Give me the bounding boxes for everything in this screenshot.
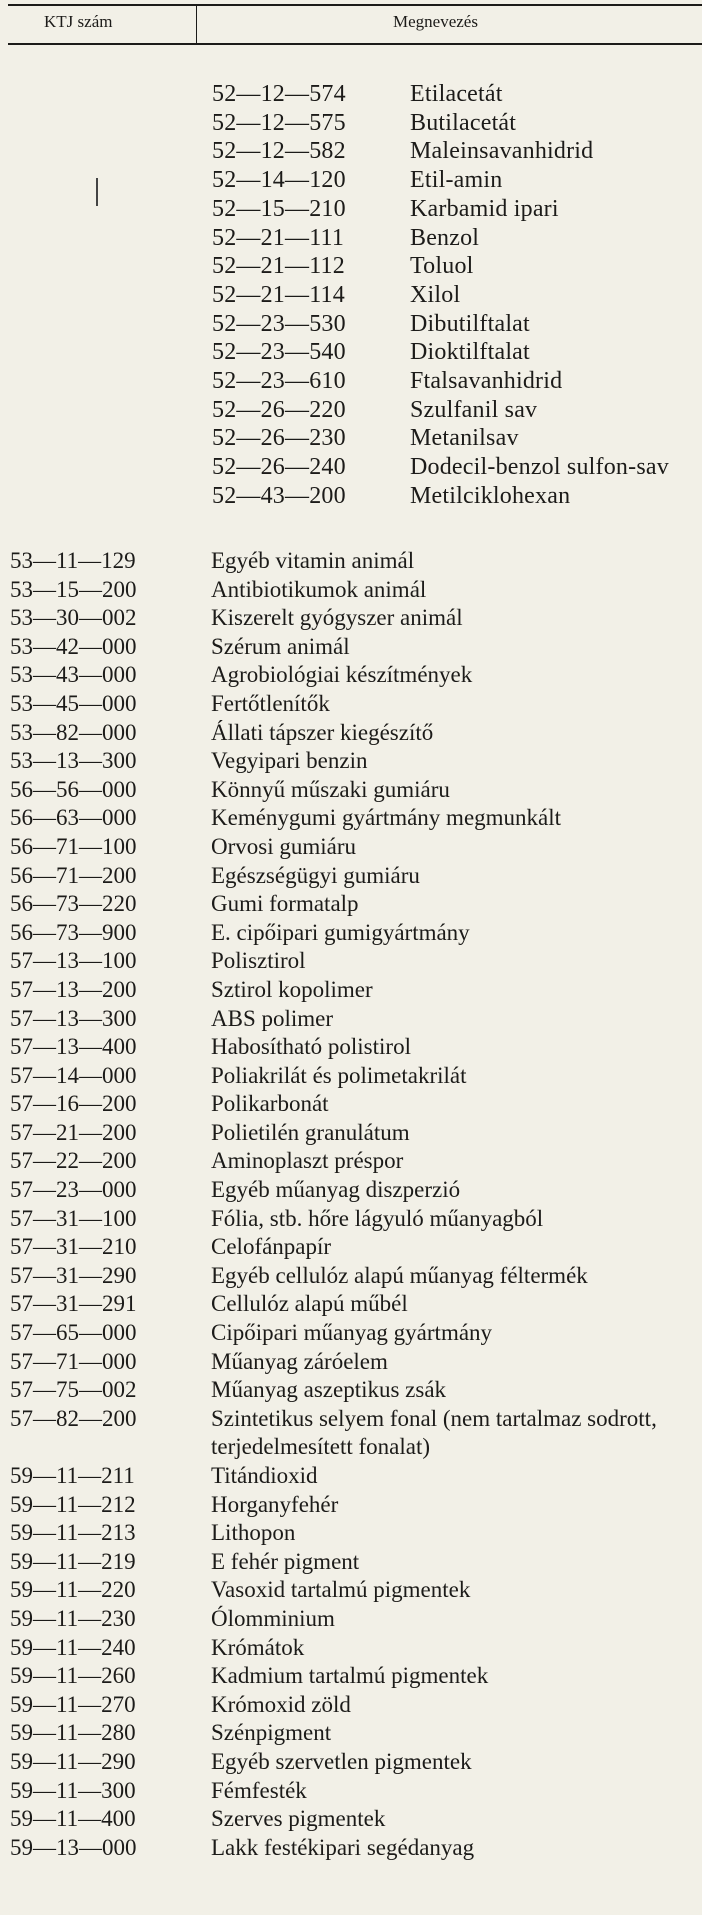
ktj-code: 57—14—000 — [10, 1062, 137, 1088]
table-row — [10, 1662, 699, 1691]
item-name: Titándioxid — [211, 1463, 318, 1488]
item-name: E fehér pigment — [211, 1548, 360, 1574]
item-name: E. cipőipari gumigyártmány — [211, 919, 470, 945]
table-row — [10, 1062, 699, 1091]
ktj-code: 57—82—200 — [10, 1405, 137, 1431]
item-name: Cellulóz alapú műbél — [211, 1291, 408, 1317]
ktj-code: 57—13—100 — [10, 948, 137, 974]
item-name: Műanyag aszeptikus zsák — [211, 1377, 447, 1403]
item-name: ABS polimer — [211, 1005, 334, 1031]
ktj-code: 57—75—002 — [10, 1377, 137, 1403]
ktj-code: 57—71—000 — [10, 1348, 137, 1374]
item-name: Toluol — [410, 253, 474, 280]
sub-row — [212, 396, 670, 425]
item-name: Fémfesték — [211, 1777, 307, 1803]
ktj-code: 59—11—270 — [10, 1691, 136, 1717]
table-row — [10, 1290, 699, 1319]
ktj-code: 56—73—900 — [10, 919, 137, 945]
table-row — [10, 976, 699, 1005]
sub-row — [212, 338, 670, 367]
table-row — [10, 919, 699, 948]
sub-row — [212, 166, 670, 195]
ktj-code: 52—21—112 — [212, 253, 345, 280]
ktj-code: 56—56—000 — [10, 776, 137, 802]
item-name: Butilacetát — [410, 109, 517, 136]
item-name: Benzol — [410, 224, 480, 251]
ktj-code: 56—73—220 — [10, 891, 137, 917]
item-name: Polietilén granulátum — [211, 1119, 410, 1145]
item-name: Habosítható polistirol — [211, 1034, 411, 1060]
table-row — [10, 1805, 699, 1834]
ktj-code: 53—42—000 — [10, 633, 137, 659]
sub-row — [212, 453, 670, 482]
ktj-code: 59—11—400 — [10, 1806, 136, 1832]
sub-row — [212, 109, 670, 138]
code-list — [10, 547, 699, 1862]
item-name: Egyéb cellulóz alapú műanyag féltermék — [211, 1262, 588, 1288]
table-row — [10, 1348, 699, 1377]
item-name: Polisztirol — [211, 948, 306, 974]
ktj-code: 53—82—000 — [10, 719, 137, 745]
item-name: Celofánpapír — [211, 1234, 332, 1260]
item-name: Műanyag záróelem — [211, 1348, 388, 1374]
ktj-code: 57—23—000 — [10, 1177, 137, 1203]
sub-row — [212, 310, 670, 339]
ktj-code: 56—71—100 — [10, 833, 137, 859]
item-name: Szulfanil sav — [410, 396, 538, 423]
item-name: Szérum animál — [211, 633, 350, 659]
item-name: Polikarbonát — [211, 1091, 329, 1117]
sub-row — [212, 80, 670, 109]
ktj-code: 57—31—210 — [10, 1234, 137, 1260]
table-row — [10, 1777, 699, 1806]
ktj-code: 53—15—200 — [10, 576, 137, 602]
item-name: Vasoxid tartalmú pigmentek — [211, 1577, 471, 1603]
ktj-code: 52—12—582 — [212, 138, 346, 165]
item-name: Könnyű műszaki gumiáru — [211, 776, 450, 802]
item-name: Etilacetát — [410, 81, 503, 107]
ktj-code: 59—11—240 — [10, 1634, 136, 1660]
header-bottom-rule — [8, 43, 702, 45]
item-name: Agrobiológiai készítmények — [211, 662, 473, 688]
table-row — [10, 1491, 699, 1520]
table-row — [10, 747, 699, 776]
ktj-code: 59—11—230 — [10, 1605, 136, 1631]
ktj-code: 56—63—000 — [10, 805, 137, 831]
table-row — [10, 661, 699, 690]
ktj-column-header: KTJ szám — [44, 12, 113, 31]
ktj-code: 59—11—212 — [10, 1491, 136, 1517]
item-name: Gumi formatalp — [211, 891, 359, 917]
ktj-code: 52—43—200 — [212, 482, 346, 509]
top-rule — [8, 4, 702, 6]
table-row — [10, 547, 699, 576]
item-name: Horganyfehér — [211, 1491, 339, 1517]
item-name: Metilciklohexan — [410, 482, 571, 509]
item-name: Krómátok — [211, 1634, 305, 1660]
table-row — [10, 1605, 699, 1634]
item-name: Aminoplaszt préspor — [211, 1148, 404, 1174]
item-name: Karbamid ipari — [410, 195, 559, 222]
sub-row — [212, 281, 670, 310]
item-name: Szénpigment — [211, 1720, 332, 1746]
ktj-code: 52—12—575 — [212, 109, 346, 136]
table-row — [10, 1519, 699, 1548]
item-name: Kadmium tartalmú pigmentek — [211, 1663, 489, 1689]
ktj-code: 57—13—400 — [10, 1034, 137, 1060]
ktj-code: 52—26—220 — [212, 396, 346, 423]
table-header — [0, 0, 702, 46]
ktj-code: 57—13—200 — [10, 976, 137, 1002]
ktj-code: 57—31—290 — [10, 1262, 137, 1288]
table-row — [10, 1319, 699, 1348]
item-name: Kiszerelt gyógyszer animál — [211, 605, 463, 631]
item-name: Maleinsavanhidrid — [410, 138, 594, 165]
stray-mark — [96, 178, 98, 206]
ktj-code: 59—11—220 — [10, 1577, 136, 1603]
ktj-code: 57—13—300 — [10, 1005, 137, 1031]
item-name: Lakk festékipari segédanyag — [211, 1834, 475, 1860]
table-row — [10, 1462, 699, 1491]
table-row — [10, 1262, 699, 1291]
ktj-code: 57—65—000 — [10, 1320, 137, 1346]
ktj-code: 59—11—290 — [10, 1748, 136, 1774]
item-name: Cipőipari műanyag gyártmány — [211, 1320, 493, 1346]
ktj-code: 56—71—200 — [10, 862, 137, 888]
table-row — [10, 1691, 699, 1720]
table-row — [10, 1119, 699, 1148]
item-name: Fólia, stb. hőre lágyuló műanyagból — [211, 1205, 544, 1231]
sub-row — [212, 195, 670, 224]
item-name: Sztirol kopolimer — [211, 976, 373, 1002]
sub-row — [212, 367, 670, 396]
table-row — [10, 833, 699, 862]
ktj-code: 52—12—574 — [212, 81, 346, 107]
table-row — [10, 1033, 699, 1062]
ktj-code: 59—11—260 — [10, 1663, 136, 1689]
item-name: Antibiotikumok animál — [211, 576, 427, 602]
table-row — [10, 1147, 699, 1176]
table-row — [10, 1205, 699, 1234]
item-name: Szerves pigmentek — [211, 1806, 386, 1832]
ktj-code: 57—31—100 — [10, 1205, 137, 1231]
item-name: Metanilsav — [410, 425, 519, 452]
ktj-code: 53—13—300 — [10, 748, 137, 774]
item-name: Egyéb vitamin animál — [211, 548, 415, 573]
item-name: Ólomminium — [211, 1605, 335, 1631]
ktj-code: 52—23—540 — [212, 339, 346, 366]
item-name: Krómoxid zöld — [211, 1691, 351, 1717]
ktj-code: 59—11—300 — [10, 1777, 136, 1803]
table-row — [10, 1719, 699, 1748]
item-name: Egyéb műanyag diszperzió — [211, 1177, 461, 1203]
table-row — [10, 719, 699, 748]
item-name: Etil-amin — [410, 167, 503, 194]
ktj-code: 57—16—200 — [10, 1091, 137, 1117]
table-row — [10, 1376, 699, 1405]
ktj-code: 59—13—000 — [10, 1834, 137, 1860]
sub-row — [212, 424, 670, 453]
table-row — [10, 633, 699, 662]
table-row — [10, 1233, 699, 1262]
table-row — [10, 1634, 699, 1663]
ktj-code: 52—21—111 — [212, 224, 345, 251]
item-name: Poliakrilát és polimetakrilát — [211, 1062, 467, 1088]
item-name: Keménygumi gyártmány megmunkált — [211, 805, 562, 831]
table-row — [10, 1090, 699, 1119]
table-row — [10, 1548, 699, 1577]
table-row — [10, 776, 699, 805]
sub-code-list — [212, 80, 670, 511]
table-row — [10, 604, 699, 633]
table-row — [10, 947, 699, 976]
item-name: Vegyipari benzin — [211, 748, 368, 774]
item-name: Dodecil-benzol sulfon-sav — [410, 454, 669, 481]
table-row — [10, 1405, 699, 1462]
ktj-code: 52—23—530 — [212, 310, 346, 337]
item-name: Dioktilftalat — [410, 339, 530, 366]
ktj-code: 59—11—213 — [10, 1520, 136, 1546]
item-name: Dibutilftalat — [410, 310, 530, 337]
item-name: Egyéb szervetlen pigmentek — [211, 1748, 472, 1774]
ktj-code: 59—11—219 — [10, 1548, 136, 1574]
sub-row — [212, 224, 670, 253]
ktj-code: 57—21—200 — [10, 1119, 137, 1145]
table-row — [10, 1176, 699, 1205]
ktj-code: 52—23—610 — [212, 368, 346, 395]
item-name: Fertőtlenítők — [211, 690, 330, 716]
ktj-code: 57—22—200 — [10, 1148, 137, 1174]
item-name: Ftalsavanhidrid — [410, 368, 563, 395]
table-row — [10, 690, 699, 719]
sub-row — [212, 252, 670, 281]
ktj-code: 59—11—280 — [10, 1720, 136, 1746]
table-row — [10, 1005, 699, 1034]
ktj-code: 53—30—002 — [10, 605, 137, 631]
table-row — [10, 890, 699, 919]
ktj-code: 53—11—129 — [10, 548, 136, 573]
ktj-code: 52—21—114 — [212, 281, 345, 308]
sub-row — [212, 137, 670, 166]
table-row — [10, 576, 699, 605]
ktj-code: 52—15—210 — [212, 195, 346, 222]
table-row — [10, 862, 699, 891]
sub-row — [212, 482, 670, 511]
item-name: Orvosi gumiáru — [211, 833, 357, 859]
header-divider — [196, 4, 197, 45]
ktj-code: 53—43—000 — [10, 662, 137, 688]
table-row — [10, 804, 699, 833]
table-row — [10, 1748, 699, 1777]
table-row — [10, 1576, 699, 1605]
item-name: Szintetikus selyem fonal (nem tartalmaz sodrott, terjedelmesített fonalat) — [211, 1405, 657, 1460]
ktj-code: 59—11—211 — [10, 1463, 135, 1488]
ktj-code: 53—45—000 — [10, 690, 137, 716]
item-name: Xilol — [410, 281, 461, 308]
table-row — [10, 1834, 699, 1863]
ktj-code: 52—14—120 — [212, 167, 346, 194]
item-name: Lithopon — [211, 1520, 296, 1546]
ktj-code: 57—31—291 — [10, 1291, 137, 1317]
item-name: Állati tápszer kiegészítő — [211, 719, 434, 745]
ktj-code: 52—26—230 — [212, 425, 346, 452]
item-name: Egészségügyi gumiáru — [211, 862, 420, 888]
name-column-header: Megnevezés — [393, 12, 478, 31]
ktj-code: 52—26—240 — [212, 454, 346, 481]
